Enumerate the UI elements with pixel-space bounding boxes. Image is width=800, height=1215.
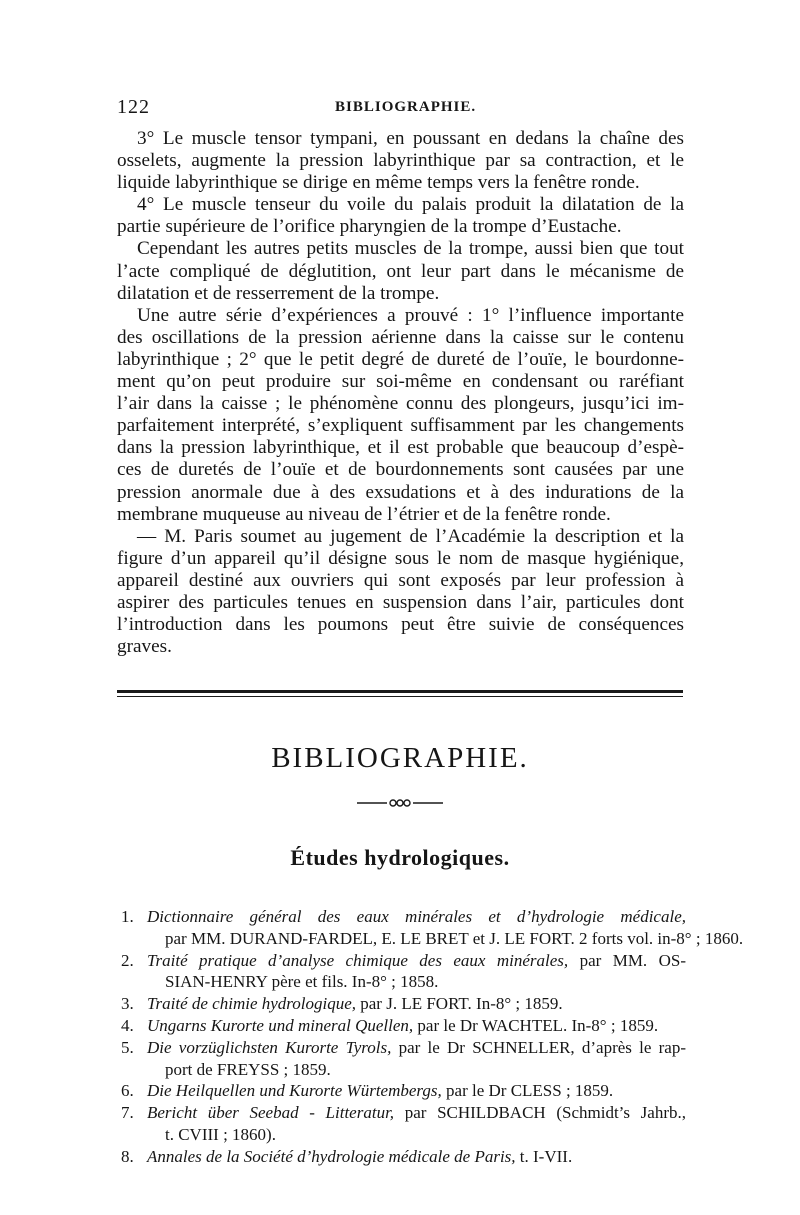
entry-line [121, 906, 686, 928]
entry-title: Die Heilquellen und Kurorte Würtembergs, [147, 1081, 442, 1101]
text-line: l’acte compliqué de déglutition, ont leur part dans le mécanisme de [117, 260, 684, 282]
text-line: osselets, augmente la pression labyrinthique par sa contraction, et le [117, 150, 684, 172]
text-line: pression anormale due à des exsudations et à des indurations de la [117, 481, 684, 503]
list-item [121, 993, 686, 1015]
entry-detail: par le Dr SCHNELLER, d’après le rap- [391, 1037, 686, 1057]
section-title: BIBLIOGRAPHIE. [271, 742, 529, 774]
list-item [121, 1102, 686, 1146]
entry-number: 6. [121, 1081, 134, 1101]
body-text [117, 128, 684, 658]
entry-title: Dictionnaire général des eaux minérales et d’hydrologie médicale, [147, 907, 686, 926]
entry-line [121, 1146, 686, 1168]
text-line: figure d’un appareil qu’il désigne sous le nom de masque hygiénique, [117, 547, 684, 569]
entry-title: Traité de chimie hydrologique, [147, 994, 357, 1014]
entry-detail: par le Dr WACHTEL. In-8° ; 1859. [413, 1015, 659, 1035]
section-divider [117, 690, 683, 697]
page-header [117, 96, 682, 120]
entry-line [121, 1015, 686, 1037]
entry-continuation: t. CVIII ; 1860). [165, 1124, 276, 1144]
text-line: 3° Le muscle tensor tympani, en poussant en dedans la chaîne des [137, 128, 684, 149]
entry-detail: par MM. OS- [568, 950, 686, 970]
section-subtitle: Études hydrologiques. [290, 845, 510, 870]
entry-detail: t. I-VII. [515, 1146, 573, 1166]
entry-title: Annales de la Société d’hydrologie médicale de Paris, [147, 1146, 516, 1166]
entry-number: 1. [121, 907, 134, 926]
text-line: Cependant les autres petits muscles de la trompe, aussi bien que tout [137, 238, 684, 260]
ornament-rule-icon [357, 798, 443, 808]
entry-line [121, 1102, 686, 1124]
list-item [121, 1015, 686, 1037]
text-line: ment qu’on peut produire sur soi-même en condensant ou raréfiant [117, 371, 684, 393]
divider-thick-rule [117, 690, 683, 693]
text-line: l’introduction dans les poumons peut être suivie de conséquences [117, 614, 684, 636]
entry-number: 3. [121, 994, 134, 1014]
entry-line [121, 950, 686, 972]
entry-number: 8. [121, 1146, 134, 1166]
text-line: aspirer des particules tenues en suspension dans l’air, particules dont [117, 591, 684, 613]
text-line: — M. Paris soumet au jugement de l’Académie la description et la [137, 525, 684, 547]
text-line: liquide labyrinthique se dirige en même temps vers la fenêtre ronde. [117, 172, 640, 194]
list-item [121, 906, 744, 950]
entry-continuation: port de FREYSS ; 1859. [165, 1059, 331, 1079]
entry-line [121, 1037, 686, 1059]
entry-number: 2. [121, 950, 134, 970]
text-line: appareil destiné aux ouvriers qui sont exposés par leur profession à [117, 569, 684, 591]
list-item [121, 1037, 686, 1081]
entry-number: 7. [121, 1103, 134, 1123]
entry-title: Bericht über Seebad - Litteratur, [147, 1103, 395, 1123]
entry-line [121, 1080, 686, 1102]
list-item [121, 950, 686, 994]
running-head: BIBLIOGRAPHIE. [335, 99, 477, 115]
text-line: labyrinthique ; 2° que le petit degré de dureté de l’ouïe, le bourdonne- [117, 348, 684, 370]
text-line: des oscillations de la pression aérienne dans la caisse sur le contenu [117, 326, 684, 348]
text-line: dans la pression labyrinthique, et il est probable que beaucoup d’espè- [117, 437, 684, 459]
divider-thin-rule [117, 696, 683, 697]
entry-title: Traité pratique d’analyse chimique des eaux minérales, [147, 950, 569, 970]
entry-number: 4. [121, 1015, 134, 1035]
bibliography-list [121, 906, 744, 1168]
entry-title: Die vorzüglichsten Kurorte Tyrols, [147, 1037, 392, 1057]
list-item [121, 1080, 686, 1102]
text-line: 4° Le muscle tenseur du voile du palais produit la dilatation de la [137, 194, 684, 216]
entry-detail: par J. LE FORT. In-8° ; 1859. [356, 994, 563, 1014]
text-line: Une autre série d’expériences a prouvé : 1° l’influence importante [137, 304, 684, 326]
entry-number: 5. [121, 1037, 134, 1057]
entry-line [121, 993, 686, 1015]
text-line: partie supérieure de l’orifice pharyngien de la trompe d’Eustache. [117, 216, 622, 238]
entry-detail: par le Dr CLESS ; 1859. [441, 1081, 614, 1101]
list-item [121, 1146, 686, 1168]
entry-continuation: SIAN-HENRY père et fils. In-8° ; 1858. [165, 972, 439, 992]
text-line: membrane muqueuse au niveau de l’étrier et de la fenêtre ronde. [117, 503, 611, 525]
page-number: 122 [117, 96, 150, 118]
entry-continuation: par MM. DURAND-FARDEL, E. LE BRET et J. LE FORT. 2 forts vol. in-8° ; 1860. [165, 928, 744, 948]
entry-title: Ungarns Kurorte und mineral Quellen, [147, 1015, 414, 1035]
text-line: dilatation et de resserrement de la trompe. [117, 282, 440, 304]
text-line: l’air dans la caisse ; le phénomène connu des plongeurs, jusqu’ici im- [117, 393, 684, 415]
text-line: ces de duretés de l’ouïe et de bourdonnements sont causées par une [117, 459, 684, 481]
text-line: parfaitement interprété, s’expliquent suffisamment par les changements [117, 415, 684, 437]
entry-detail: par SCHILDBACH (Schmidt’s Jahrb., [394, 1103, 686, 1123]
text-line: graves. [117, 636, 172, 658]
